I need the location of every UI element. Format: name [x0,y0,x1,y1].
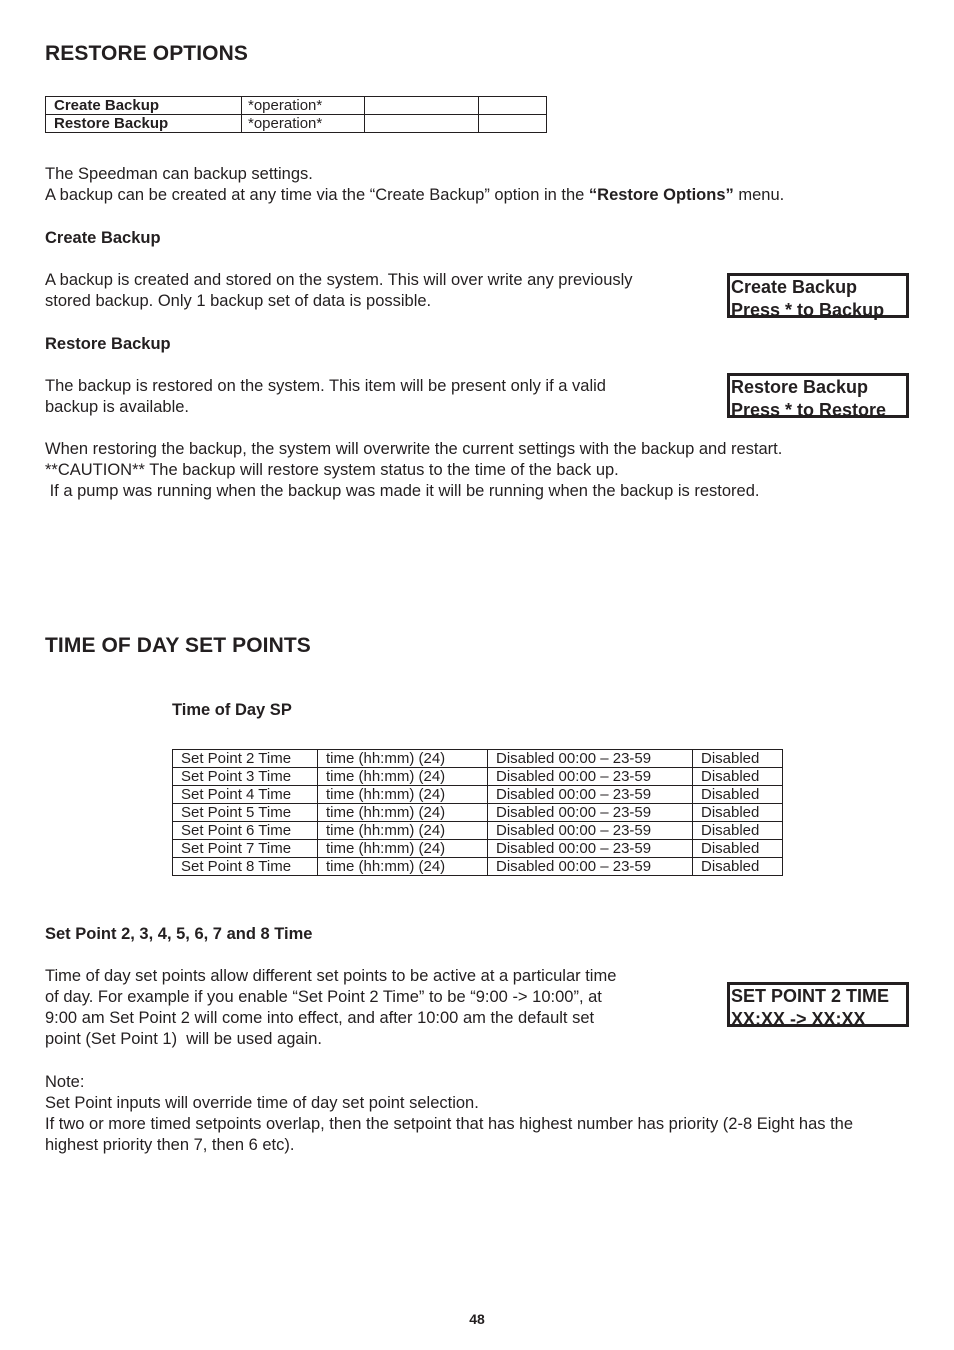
set-point-range: Disabled 00:00 – 23-59 [488,858,693,876]
intro-line-end: menu. [733,186,785,204]
restore-backup-lcd-display [727,373,909,418]
set-point-default: Disabled [693,786,783,804]
set-point-format: time (hh:mm) (24) [318,750,488,768]
lcd-line: Press * to Backup [731,300,885,320]
table-row [173,804,783,822]
set-point-time-heading: Set Point 2, 3, 4, 5, 6, 7 and 8 Time [45,925,313,943]
time-of-day-note [45,1072,853,1156]
set-point-range: Disabled 00:00 – 23-59 [488,786,693,804]
create-backup-heading: Create Backup [45,229,161,247]
description-line: The backup is restored on the system. This item will be present only if a valid [45,377,606,395]
set-point-format: time (hh:mm) (24) [318,786,488,804]
set-point-default: Disabled [693,768,783,786]
set-point-time-description [45,966,616,1050]
page-number: 48 [469,1311,485,1327]
set-point-name: Set Point 3 Time [173,768,318,786]
description-line: Time of day set points allow different set points to be active at a particular time [45,967,617,985]
set-point-default: Disabled [693,804,783,822]
intro-line: A backup can be created at any time via the “Create Backup” option in the [45,186,589,204]
set-point-format: time (hh:mm) (24) [318,822,488,840]
set-point-name: Set Point 4 Time [173,786,318,804]
lcd-line: Create Backup [731,277,858,297]
table-row [46,97,547,115]
menu-item-cell [479,97,547,115]
lcd-line: XX:XX -> XX:XX [731,1009,866,1029]
set-point-name: Set Point 8 Time [173,858,318,876]
set-point-range: Disabled 00:00 – 23-59 [488,822,693,840]
time-of-day-title: TIME OF DAY SET POINTS [45,634,311,657]
set-point-default: Disabled [693,858,783,876]
restore-backup-description [45,376,606,418]
description-line: A backup is created and stored on the system. This will over write any previously [45,271,633,289]
note-line: If a pump was running when the backup was made it will be running when the backup is restored. [45,482,760,500]
set-point-format: time (hh:mm) (24) [318,858,488,876]
set-point-default: Disabled [693,750,783,768]
set-point-default: Disabled [693,822,783,840]
note-line: **CAUTION** The backup will restore system status to the time of the back up. [45,461,619,479]
table-row [46,115,547,133]
set-point-format: time (hh:mm) (24) [318,840,488,858]
description-line: of day. For example if you enable “Set Point 2 Time” to be “9:00 -> 10:00”, at [45,988,602,1006]
table-row [173,822,783,840]
lcd-line: Press * to Restore [731,400,887,420]
description-line: point (Set Point 1) will be used again. [45,1030,322,1048]
menu-item-cell [365,97,479,115]
restore-backup-heading: Restore Backup [45,335,171,353]
set-point-default: Disabled [693,840,783,858]
set-point-name: Set Point 5 Time [173,804,318,822]
lcd-line: SET POINT 2 TIME [731,986,890,1006]
menu-item-cell [365,115,479,133]
create-backup-description [45,270,633,312]
restore-options-menu-table [45,96,547,133]
set-point-range: Disabled 00:00 – 23-59 [488,768,693,786]
time-of-day-table [172,749,783,876]
set-point-range: Disabled 00:00 – 23-59 [488,750,693,768]
menu-item-type: *operation* [242,115,365,133]
set-point-name: Set Point 7 Time [173,840,318,858]
set-point-range: Disabled 00:00 – 23-59 [488,804,693,822]
lcd-line: Restore Backup [731,377,869,397]
set-point-range: Disabled 00:00 – 23-59 [488,840,693,858]
description-line: 9:00 am Set Point 2 will come into effect, and after 10:00 am the default set [45,1009,595,1027]
set-point-name: Set Point 6 Time [173,822,318,840]
set-point-format: time (hh:mm) (24) [318,768,488,786]
note-line: When restoring the backup, the system will overwrite the current settings with the backup and restart. [45,440,783,458]
set-point-name: Set Point 2 Time [173,750,318,768]
restore-caution-note [45,439,782,502]
note-line: If two or more timed setpoints overlap, then the setpoint that has highest number has priority (2-8 Eight has the [45,1115,854,1133]
table-row [173,858,783,876]
menu-item-type: *operation* [242,97,365,115]
description-line: backup is available. [45,398,190,416]
table-row [173,786,783,804]
intro-menu-name: “Restore Options” [588,186,734,204]
table-row [173,768,783,786]
note-line: Set Point inputs will override time of day set point selection. [45,1094,479,1112]
table-row [173,840,783,858]
set-point-time-lcd-display [727,982,909,1027]
restore-intro [45,164,784,206]
menu-item-cell [479,115,547,133]
note-label: Note: [45,1073,85,1091]
time-of-day-menu-heading: Time of Day SP [172,701,292,719]
table-row [173,750,783,768]
note-line: highest priority then 7, then 6 etc). [45,1136,295,1154]
create-backup-lcd-display [727,273,909,318]
menu-item-label: Restore Backup [46,115,242,133]
description-line: stored backup. Only 1 backup set of data is possible. [45,292,432,310]
restore-options-title: RESTORE OPTIONS [45,42,248,65]
menu-item-label: Create Backup [46,97,242,115]
intro-line: The Speedman can backup settings. [45,165,313,183]
set-point-format: time (hh:mm) (24) [318,804,488,822]
